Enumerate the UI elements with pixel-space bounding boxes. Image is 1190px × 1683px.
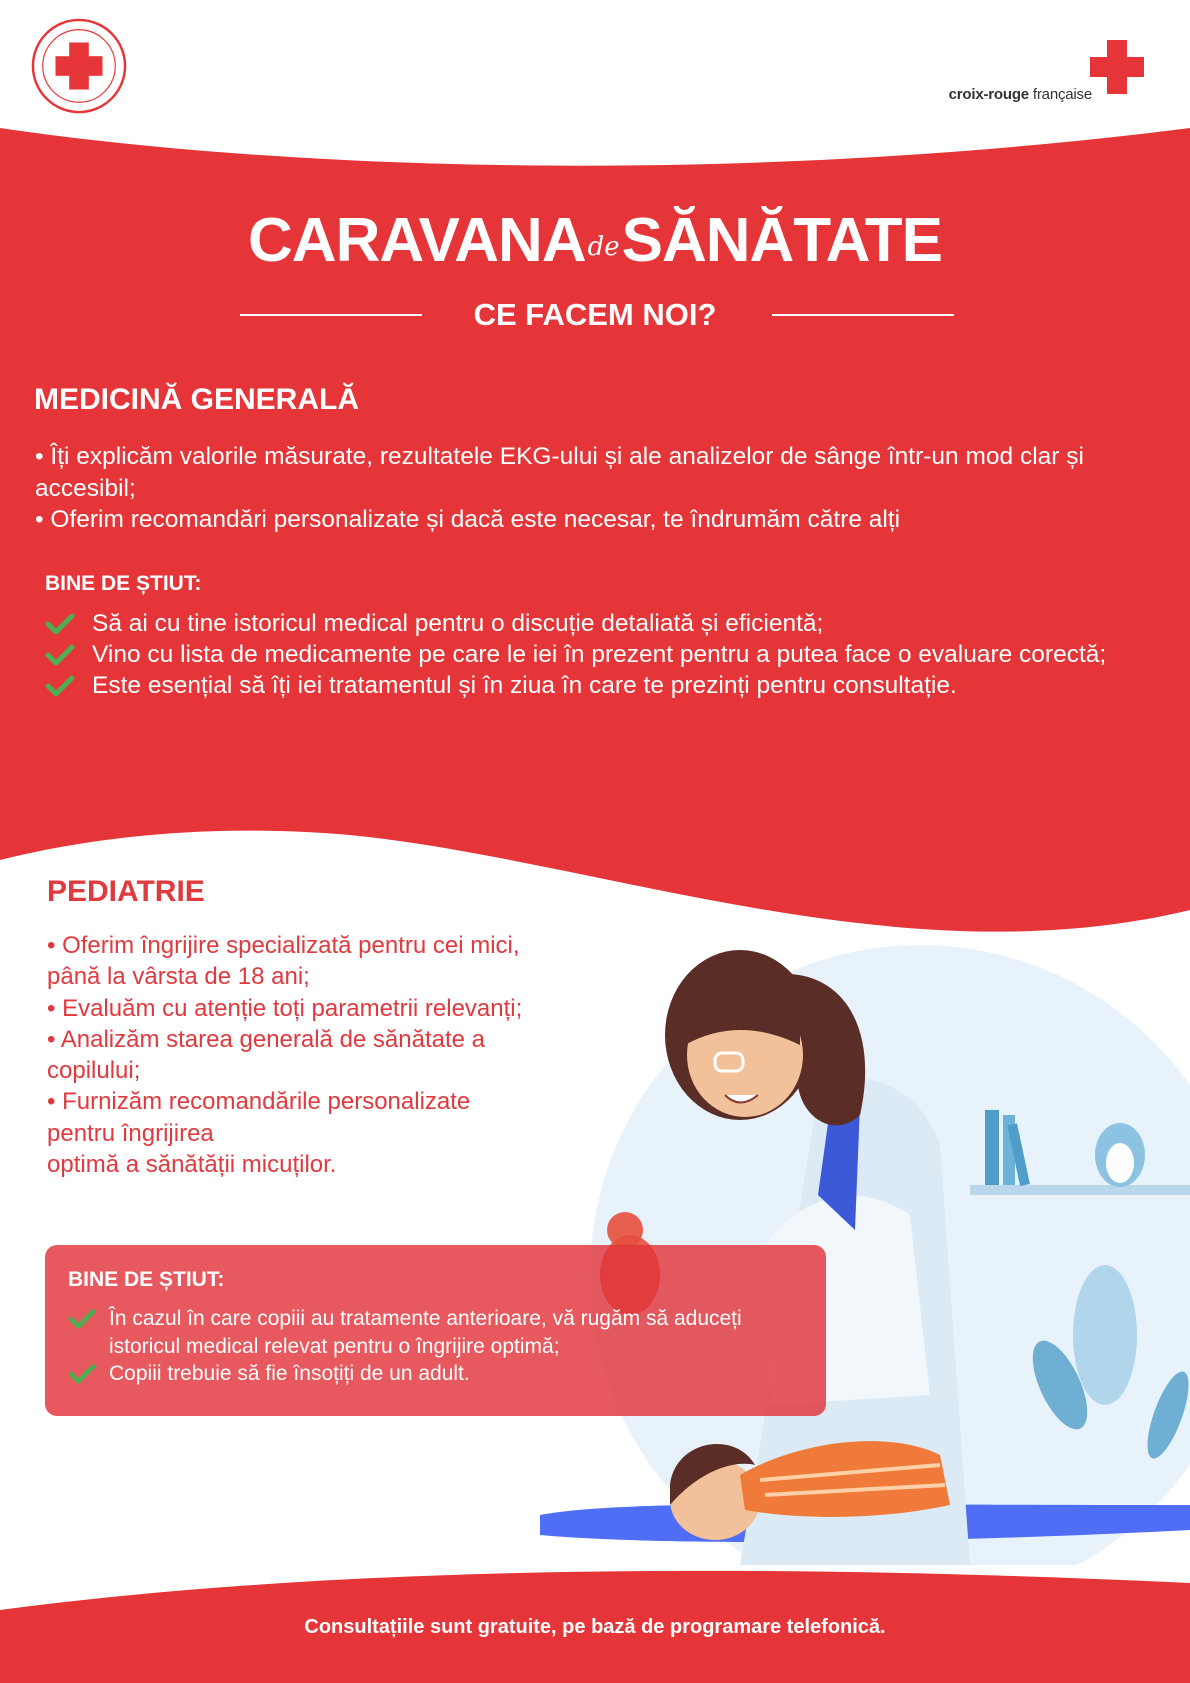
page-title: CARAVANAdeSĂNĂTATE [248, 206, 942, 275]
section-heading-pediatrie: PEDIATRIE [47, 875, 205, 908]
list-item: În cazul în care copiii au tratamente anterioare, vă rugăm să aduceți istoricul medical relevat pentru o îngrijire optimă; [68, 1305, 808, 1360]
pediatrie-body [47, 930, 647, 1180]
medicina-generala-body [35, 441, 1165, 536]
good-to-know-title: BINE DE ȘTIUT: [45, 572, 202, 595]
check-icon [45, 643, 75, 667]
text-line: pentru îngrijirea [47, 1119, 214, 1147]
text-line: • Evaluăm cu atenție toți parametrii relevanți; [47, 994, 523, 1022]
red-cross-icon [1090, 40, 1144, 94]
list-item: Vino cu lista de medicamente pe care le iei în prezent pentru a putea face o evaluare corectă; [45, 639, 1125, 670]
list-item: Este esențial să îți iei tratamentul și în ziua în care te prezinți pentru consultație. [45, 670, 1125, 701]
text-line: până la vârsta de 18 ani; [47, 963, 310, 991]
good-to-know-list [45, 608, 1125, 701]
check-icon [45, 674, 75, 698]
croix-rouge-logo-text: croix-rouge française [948, 86, 1092, 103]
text-line: • Analizăm starea generală de sănătate a [47, 1025, 486, 1053]
list-item: • Îți explicăm valorile măsurate, rezultatele EKG-ului și ale analizelor de sânge într-un mod clar și accesibil; [35, 443, 1084, 502]
red-cross-seal-icon [30, 17, 128, 115]
page-subtitle: CE FACEM NOI? [473, 297, 717, 332]
text-line: optimă a sănătății micuților. [47, 1151, 337, 1179]
text-line: • Oferim îngrijire specializată pentru cei mici, [47, 932, 520, 959]
check-icon [45, 612, 75, 636]
section-heading-medicina-generala: MEDICINĂ GENERALĂ [34, 383, 360, 416]
text-line: • Furnizăm recomandările personalizate [47, 1088, 471, 1116]
list-item: • Oferim recomandări personalizate și dacă este necesar, te îndrumăm către alți [35, 506, 901, 533]
list-item: Copiii trebuie să fie însoțiți de un adult. [68, 1360, 808, 1388]
list-item: Să ai cu tine istoricul medical pentru o discuție detaliată și eficientă; [45, 608, 1125, 639]
check-icon [68, 1363, 96, 1385]
good-to-know-list [68, 1305, 808, 1388]
check-icon [68, 1308, 96, 1330]
good-to-know-title: BINE DE ȘTIUT: [68, 1268, 225, 1291]
text-line: copilului; [47, 1057, 141, 1085]
footer-note: Consultațiile sunt gratuite, pe bază de programare telefonică. [304, 1616, 886, 1638]
